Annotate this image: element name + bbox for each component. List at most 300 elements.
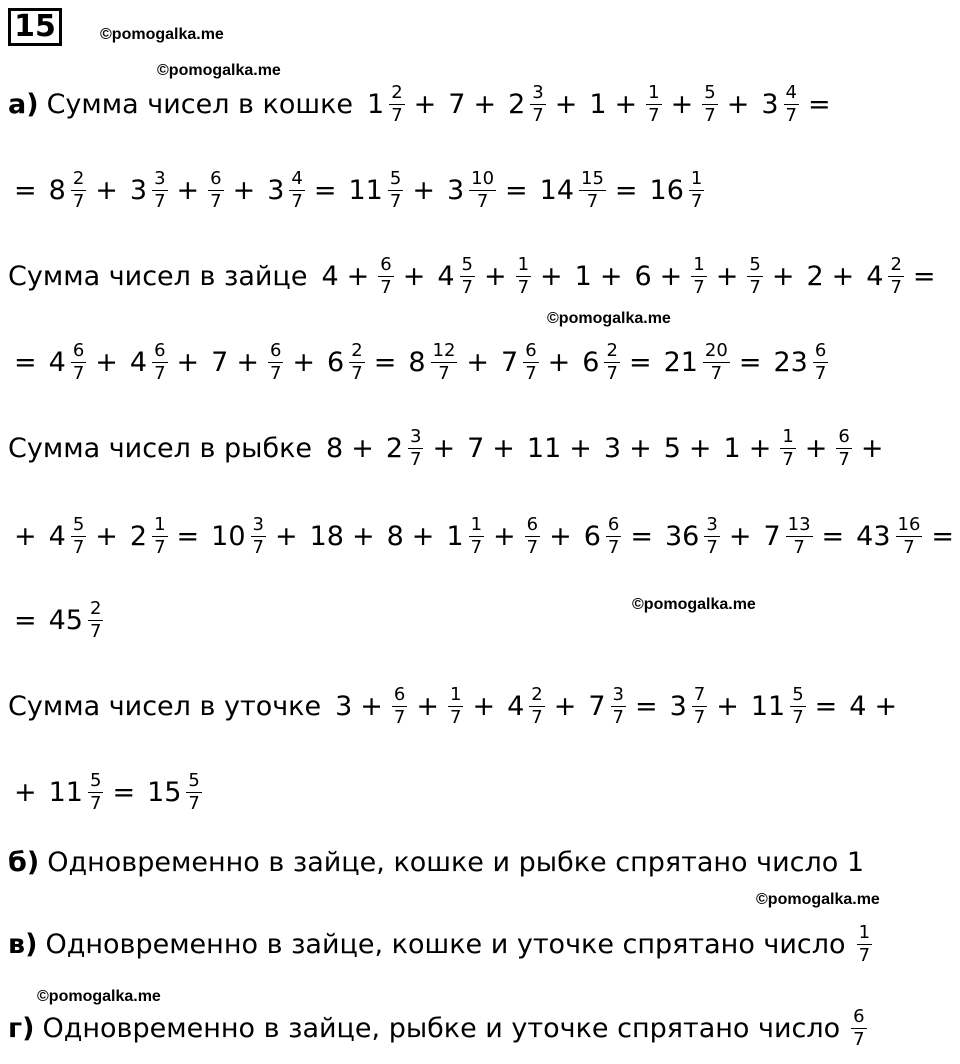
whole-number: 3 [761, 88, 779, 120]
fraction-denominator: 7 [838, 448, 850, 470]
operator: + [715, 260, 739, 292]
fraction [689, 168, 704, 213]
whole-number: 11 [48, 776, 83, 808]
solution-line [8, 674, 903, 738]
fraction-denominator: 7 [612, 706, 624, 728]
operator: + [553, 690, 577, 722]
fraction-numerator: 6 [210, 167, 222, 189]
operator: = [634, 690, 658, 722]
operator: + [771, 260, 795, 292]
fraction-denominator: 7 [704, 104, 716, 126]
operator: = [912, 260, 936, 292]
whole-number: 3 [603, 432, 622, 464]
line-text: Одновременно в зайце, кошке и рыбке спрятано число 1 [47, 846, 865, 878]
whole-number: 4 [866, 260, 884, 292]
operator: + [14, 776, 37, 808]
fraction-denominator: 7 [210, 190, 222, 212]
fraction-numerator: 6 [269, 339, 282, 361]
whole-number: 2 [129, 520, 148, 552]
operator: = [814, 690, 838, 722]
whole-number: 3 [267, 174, 285, 206]
operator: + [483, 260, 507, 292]
line-text: Одновременно в зайце, кошке и уточке спрятано число [45, 928, 846, 960]
fraction-numerator: 16 [897, 513, 921, 535]
whole-number: 11 [348, 174, 383, 206]
fraction-numerator: 5 [389, 167, 402, 189]
fraction [525, 514, 540, 559]
fraction-numerator: 5 [72, 513, 85, 535]
fraction [888, 254, 903, 299]
solution-line [8, 244, 942, 308]
fraction-numerator: 1 [782, 425, 794, 447]
fraction-numerator: 3 [612, 683, 624, 705]
whole-number: 11 [750, 690, 786, 722]
operator: + [411, 520, 435, 552]
solution-line [8, 760, 205, 824]
fraction [516, 254, 531, 299]
item-label: а) [8, 88, 39, 120]
fraction-denominator: 7 [438, 362, 450, 384]
fraction-denominator: 7 [814, 362, 827, 384]
whole-number: 18 [309, 520, 344, 552]
whole-number: 7 [448, 88, 466, 120]
fraction-denominator: 7 [693, 276, 705, 298]
fraction-denominator: 7 [380, 276, 392, 298]
fraction-numerator: 1 [648, 81, 660, 103]
operator: + [493, 520, 516, 552]
solution-line [8, 504, 960, 568]
whole-number: 3 [446, 174, 465, 206]
fraction [611, 684, 626, 729]
fraction [836, 426, 851, 471]
operator: + [748, 432, 772, 464]
operator: + [176, 174, 200, 206]
fraction-denominator: 7 [391, 104, 403, 126]
fraction-denominator: 7 [782, 448, 794, 470]
fraction-denominator: 7 [525, 362, 537, 384]
operator: + [176, 346, 200, 378]
operator: + [346, 260, 370, 292]
watermark: ©pomogalka.me [632, 596, 756, 613]
operator: + [472, 690, 496, 722]
fraction-numerator: 5 [704, 81, 716, 103]
fraction [692, 684, 707, 729]
whole-number: 43 [856, 520, 891, 552]
fraction [747, 254, 762, 299]
fraction-denominator: 7 [586, 190, 599, 212]
fraction [469, 168, 496, 213]
fraction [606, 514, 621, 559]
whole-number: 2 [385, 432, 404, 464]
operator: + [351, 520, 375, 552]
operator: + [728, 520, 752, 552]
whole-number: 14 [539, 174, 575, 206]
operator: + [432, 432, 456, 464]
fraction [780, 426, 795, 471]
fraction-numerator: 3 [410, 425, 422, 447]
fraction-denominator: 7 [858, 944, 871, 966]
operator: + [804, 432, 828, 464]
fraction-denominator: 7 [291, 190, 303, 212]
fraction-denominator: 7 [793, 536, 805, 558]
operator: + [466, 346, 490, 378]
fraction-denominator: 7 [269, 362, 282, 384]
operator: + [360, 690, 383, 722]
fraction [579, 168, 606, 213]
operator: = [931, 520, 955, 552]
fraction-denominator: 7 [710, 362, 723, 384]
whole-number: 8 [386, 520, 404, 552]
fraction [851, 1006, 866, 1051]
operator: = [807, 88, 831, 120]
fraction [784, 82, 799, 127]
whole-number: 4 [48, 346, 66, 378]
fraction-numerator: 2 [606, 339, 618, 361]
item-label: в) [8, 928, 38, 960]
fraction-numerator: 6 [393, 683, 406, 705]
fraction-numerator: 1 [449, 683, 462, 705]
whole-number: 8 [408, 346, 426, 378]
whole-number: 45 [48, 604, 83, 636]
solution-line [8, 72, 837, 136]
whole-number: 8 [326, 432, 344, 464]
fraction-numerator: 3 [706, 513, 718, 535]
operator: + [413, 88, 437, 120]
solution-line [8, 416, 889, 480]
fraction-numerator: 4 [785, 81, 797, 103]
fraction [704, 514, 719, 559]
whole-number: 4 [507, 690, 525, 722]
operator: + [549, 520, 572, 552]
fraction [790, 684, 805, 729]
operator: + [402, 260, 426, 292]
operator: + [569, 432, 592, 464]
watermark: ©pomogalka.me [100, 26, 224, 43]
fraction-denominator: 7 [154, 536, 166, 558]
fraction-denominator: 7 [89, 620, 102, 642]
whole-number: 2 [806, 260, 824, 292]
fraction [702, 82, 717, 127]
fraction [152, 514, 167, 559]
fraction-numerator: 1 [690, 167, 703, 189]
whole-number: 16 [649, 174, 684, 206]
whole-number: 6 [582, 346, 600, 378]
operator: = [14, 174, 37, 206]
whole-number: 8 [48, 174, 66, 206]
whole-number: 11 [526, 432, 562, 464]
fraction [604, 340, 619, 385]
fraction-denominator: 7 [690, 190, 703, 212]
operator: = [14, 604, 37, 636]
watermark: ©pomogalka.me [157, 62, 281, 79]
operator: + [412, 174, 435, 206]
fraction [523, 340, 538, 385]
fraction-numerator: 1 [154, 513, 166, 535]
fraction [208, 168, 223, 213]
whole-number: 6 [583, 520, 601, 552]
operator: = [176, 520, 200, 552]
operator: + [614, 88, 638, 120]
whole-number: 3 [129, 174, 148, 206]
operator: + [274, 520, 298, 552]
whole-number: 15 [147, 776, 182, 808]
fraction-numerator: 6 [607, 513, 620, 535]
watermark: ©pomogalka.me [37, 988, 161, 1005]
fraction [813, 340, 828, 385]
fraction-numerator: 3 [252, 513, 264, 535]
fraction [349, 340, 364, 385]
fraction-denominator: 7 [154, 190, 166, 212]
fraction-numerator: 3 [532, 81, 544, 103]
fraction [388, 168, 403, 213]
fraction-numerator: 1 [693, 253, 705, 275]
fraction-numerator: 20 [704, 339, 728, 361]
whole-number: 4 [849, 690, 867, 722]
fraction-numerator: 10 [471, 167, 495, 189]
fraction [786, 514, 813, 559]
fraction-denominator: 7 [461, 276, 473, 298]
watermark: ©pomogalka.me [547, 310, 671, 327]
fraction-denominator: 7 [389, 190, 402, 212]
whole-number: 1 [446, 520, 464, 552]
fraction-numerator: 7 [693, 683, 706, 705]
whole-number: 7 [588, 690, 606, 722]
fraction [186, 770, 201, 815]
operator: + [236, 346, 259, 378]
whole-number: 7 [501, 346, 519, 378]
fraction [289, 168, 304, 213]
fraction-numerator: 2 [72, 167, 85, 189]
solution-line [8, 158, 707, 222]
whole-number: 1 [589, 88, 607, 120]
operator: = [112, 776, 136, 808]
operator: + [659, 260, 683, 292]
line-text: Сумма чисел в рыбке [8, 432, 313, 464]
fraction [431, 340, 458, 385]
fraction [408, 426, 423, 471]
whole-number: 4 [129, 346, 148, 378]
operator: = [738, 346, 762, 378]
operator: + [670, 88, 694, 120]
item-label: б) [8, 846, 40, 878]
whole-number: 3 [335, 690, 353, 722]
fraction [703, 340, 730, 385]
fraction-numerator: 5 [89, 769, 102, 791]
fraction [896, 514, 923, 559]
operator: = [630, 520, 653, 552]
fraction [71, 340, 86, 385]
fraction-denominator: 7 [853, 1028, 865, 1050]
whole-number: 1 [574, 260, 592, 292]
task-number-badge: 15 [8, 8, 62, 46]
fraction-denominator: 7 [903, 536, 915, 558]
fraction-numerator: 1 [858, 921, 871, 943]
fraction-numerator: 6 [526, 513, 539, 535]
operator: + [599, 260, 623, 292]
fraction-denominator: 7 [607, 536, 620, 558]
whole-number: 5 [663, 432, 681, 464]
fraction-numerator: 3 [154, 167, 166, 189]
answer-line-b [8, 830, 872, 894]
operator: = [505, 174, 528, 206]
fraction-numerator: 2 [531, 683, 543, 705]
operator: + [831, 260, 855, 292]
fraction-denominator: 7 [449, 706, 462, 728]
fraction-denominator: 7 [351, 362, 363, 384]
operator: + [874, 690, 898, 722]
whole-number: 36 [665, 520, 700, 552]
fraction-denominator: 7 [792, 706, 804, 728]
item-label: г) [8, 1012, 35, 1044]
operator: + [547, 346, 571, 378]
line-text: Сумма чисел в уточке [8, 690, 322, 722]
operator: + [351, 432, 374, 464]
fraction-denominator: 7 [531, 706, 543, 728]
answer-line-v [8, 912, 875, 976]
fraction-denominator: 7 [476, 190, 489, 212]
fraction [392, 684, 407, 729]
fraction-numerator: 2 [890, 253, 902, 275]
fraction [251, 514, 266, 559]
fraction [460, 254, 475, 299]
whole-number: 4 [437, 260, 455, 292]
fraction-numerator: 6 [853, 1005, 865, 1027]
operator: + [232, 174, 256, 206]
whole-number: 4 [321, 260, 339, 292]
fraction-numerator: 6 [154, 339, 166, 361]
whole-number: 7 [467, 432, 485, 464]
fraction-numerator: 5 [792, 683, 804, 705]
fraction-denominator: 7 [410, 448, 422, 470]
fraction-numerator: 6 [838, 425, 850, 447]
fraction [152, 340, 167, 385]
fraction [88, 770, 103, 815]
fraction-numerator: 1 [517, 253, 530, 275]
operator: + [726, 88, 750, 120]
fraction-numerator: 6 [380, 253, 392, 275]
operator: = [614, 174, 638, 206]
whole-number: 7 [211, 346, 229, 378]
whole-number: 1 [723, 432, 741, 464]
operator: + [540, 260, 563, 292]
operator: + [629, 432, 652, 464]
fraction-denominator: 7 [606, 362, 618, 384]
fraction [530, 82, 545, 127]
line-text: Сумма чисел в зайце [8, 260, 308, 292]
operator: + [492, 432, 515, 464]
fraction-numerator: 5 [749, 253, 761, 275]
fraction-numerator: 5 [461, 253, 473, 275]
fraction [389, 82, 404, 127]
operator: = [313, 174, 337, 206]
fraction-numerator: 6 [525, 339, 537, 361]
whole-number: 21 [663, 346, 698, 378]
operator: + [95, 174, 118, 206]
operator: + [292, 346, 316, 378]
fraction-denominator: 7 [749, 276, 761, 298]
fraction-denominator: 7 [72, 190, 85, 212]
whole-number: 3 [669, 690, 687, 722]
fraction [378, 254, 393, 299]
fraction [71, 514, 86, 559]
fraction [691, 254, 706, 299]
operator: + [95, 346, 118, 378]
whole-number: 10 [211, 520, 246, 552]
whole-number: 2 [508, 88, 526, 120]
solution-line [8, 588, 106, 652]
operator: + [860, 432, 884, 464]
fraction-denominator: 7 [693, 706, 706, 728]
operator: = [628, 346, 652, 378]
fraction-denominator: 7 [890, 276, 902, 298]
fraction-denominator: 7 [252, 536, 264, 558]
fraction-denominator: 7 [785, 104, 797, 126]
fraction-numerator: 6 [72, 339, 85, 361]
operator: + [688, 432, 712, 464]
fraction-denominator: 7 [532, 104, 544, 126]
operator: + [14, 520, 37, 552]
watermark: ©pomogalka.me [756, 891, 880, 908]
line-text: Одновременно в зайце, рыбке и уточке спрятано число [42, 1012, 841, 1044]
fraction-numerator: 6 [814, 339, 827, 361]
fraction [646, 82, 661, 127]
fraction-denominator: 7 [470, 536, 483, 558]
fraction-denominator: 7 [526, 536, 539, 558]
fraction [469, 514, 484, 559]
fraction-numerator: 5 [188, 769, 200, 791]
operator: = [821, 520, 845, 552]
fraction-numerator: 13 [787, 513, 811, 535]
fraction-denominator: 7 [648, 104, 660, 126]
fraction-numerator: 2 [89, 597, 102, 619]
fraction [448, 684, 463, 729]
fraction-denominator: 7 [517, 276, 530, 298]
fraction-denominator: 7 [706, 536, 718, 558]
fraction [88, 598, 103, 643]
operator: + [416, 690, 439, 722]
line-text: Сумма чисел в кошке [46, 88, 354, 120]
fraction-denominator: 7 [72, 536, 85, 558]
whole-number: 6 [327, 346, 345, 378]
operator: + [95, 520, 118, 552]
whole-number: 23 [773, 346, 808, 378]
whole-number: 7 [763, 520, 781, 552]
operator: + [554, 88, 578, 120]
answer-line-g [8, 996, 870, 1060]
fraction-denominator: 7 [188, 792, 200, 814]
fraction-denominator: 7 [72, 362, 85, 384]
fraction-numerator: 2 [391, 81, 403, 103]
whole-number: 4 [48, 520, 66, 552]
fraction-denominator: 7 [393, 706, 406, 728]
fraction-denominator: 7 [89, 792, 102, 814]
operator: = [373, 346, 397, 378]
fraction-numerator: 12 [432, 339, 456, 361]
fraction [152, 168, 167, 213]
solution-line [8, 330, 831, 394]
fraction [529, 684, 544, 729]
fraction-numerator: 4 [291, 167, 303, 189]
fraction [857, 922, 872, 967]
operator: + [473, 88, 497, 120]
fraction [268, 340, 283, 385]
fraction [71, 168, 86, 213]
fraction-numerator: 2 [351, 339, 363, 361]
fraction-numerator: 15 [581, 167, 604, 189]
fraction-denominator: 7 [154, 362, 166, 384]
fraction-numerator: 1 [470, 513, 483, 535]
whole-number: 6 [634, 260, 652, 292]
